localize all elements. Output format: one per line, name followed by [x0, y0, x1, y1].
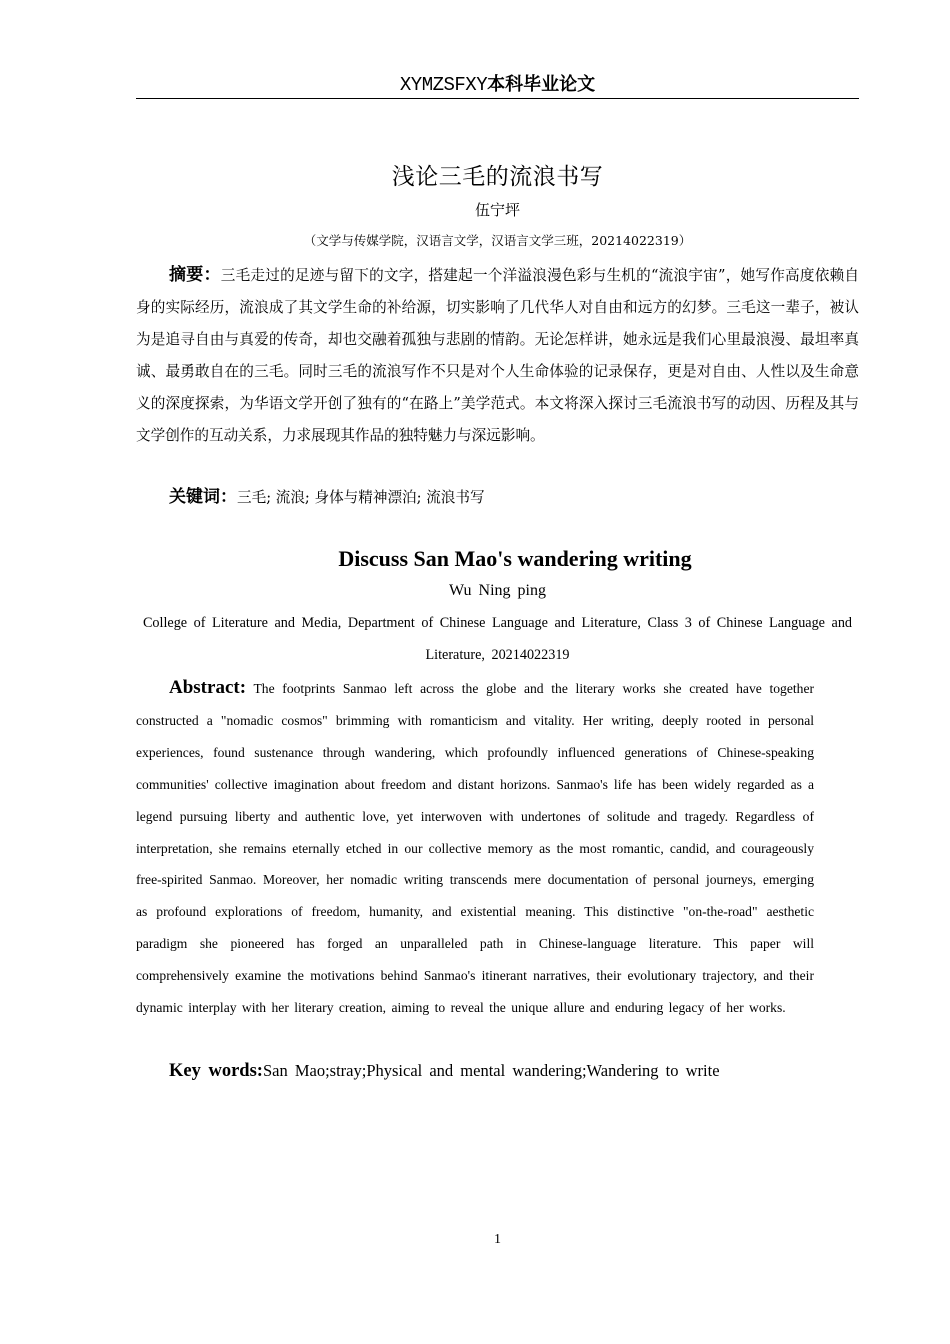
chinese-keywords: [169, 481, 859, 514]
chinese-keywords-label: 关键词：: [169, 487, 237, 507]
english-affiliation: College of Literature and Media, Department of Chinese Language and Literature, Class 3 of Chinese Language and Literature, 20214022319: [142, 615, 853, 663]
english-keywords: [169, 1055, 859, 1087]
english-abstract-text: The footprints Sanmao left across the globe and the literary works she created have together constructed a "nomadic cosmos" brimming with romanticism and vitality. Her writing, deeply rooted in personal experiences, found sustenance through wandering, which profoundly influenced generations of Chinese-speaking communities' collective imagination about freedom and distant horizons. Sanmao's life has been widely regarded as a legend pursuing liberty and authentic love, yet interwoven with undertones of solitude and tragedy. Regardless of interpretation, she remains eternally etched in our collective memory as the most romantic, candid, and courageously free-spirited Sanmao. Moreover, her nomadic writing transcends mere documentation of personal journeys, emerging as profound explorations of freedom, humanity, and existential meaning. This distinctive "on-the-road" aesthetic paradigm she pioneered has forged an unparalleled path in Chinese-language literature. This paper will comprehensively examine the motivations behind Sanmao's itinerant narratives, their evolutionary trajectory, and their dynamic interplay with her literary creation, aiming to reveal the unique allure and enduring legacy of her works.: [136, 681, 815, 1016]
english-author: Wu Ning ping: [449, 582, 546, 599]
header-rule: [136, 98, 859, 99]
chinese-affiliation: （文学与传媒学院，汉语言文学，汉语言文学三班，20214022319）: [303, 233, 692, 248]
english-title: Discuss San Mao's wandering writing: [338, 546, 692, 571]
chinese-author: 伍宁坪: [474, 201, 520, 219]
english-abstract-label: Abstract:: [169, 677, 247, 698]
chinese-abstract: [136, 259, 859, 452]
english-keywords-label: Key words:: [169, 1061, 263, 1081]
page-number: 1: [494, 1232, 501, 1247]
chinese-keywords-text: 三毛; 流浪; 身体与精神漂泊; 流浪书写: [237, 489, 485, 506]
english-abstract: [136, 672, 814, 1024]
header-label: 本科毕业论文: [487, 74, 596, 95]
running-header: [136, 70, 859, 99]
chinese-title: 浅论三毛的流浪书写: [391, 164, 604, 190]
header-code: XYMZSFXY: [399, 74, 488, 96]
chinese-abstract-text: 三毛走过的足迹与留下的文字，搭建起一个洋溢浪漫色彩与生机的“流浪宇宙”，她写作高度依赖自身的实际经历，流浪成了其文学生命的补给源，切实影响了几代华人对自由和远方的幻梦。三毛这一辈子，被认为是追寻自由与真爱的传奇，却也交融着孤独与悲剧的情韵。无论怎样讲，她永远是我们心里最浪漫、最坦率真诚、最勇敢自在的三毛。同时三毛的流浪写作不只是对个人生命体验的记录保存，更是对自由、人性以及生命意义的深度探索，为华语文学开创了独有的“在路上”美学范式。本文将深入探讨三毛流浪书写的动因、历程及其与文学创作的互动关系，力求展现其作品的独特魅力与深远影响。: [136, 267, 859, 444]
english-keywords-text: San Mao;stray;Physical and mental wandering;Wandering to write: [262, 1061, 720, 1080]
chinese-abstract-label: 摘要：: [169, 265, 221, 285]
